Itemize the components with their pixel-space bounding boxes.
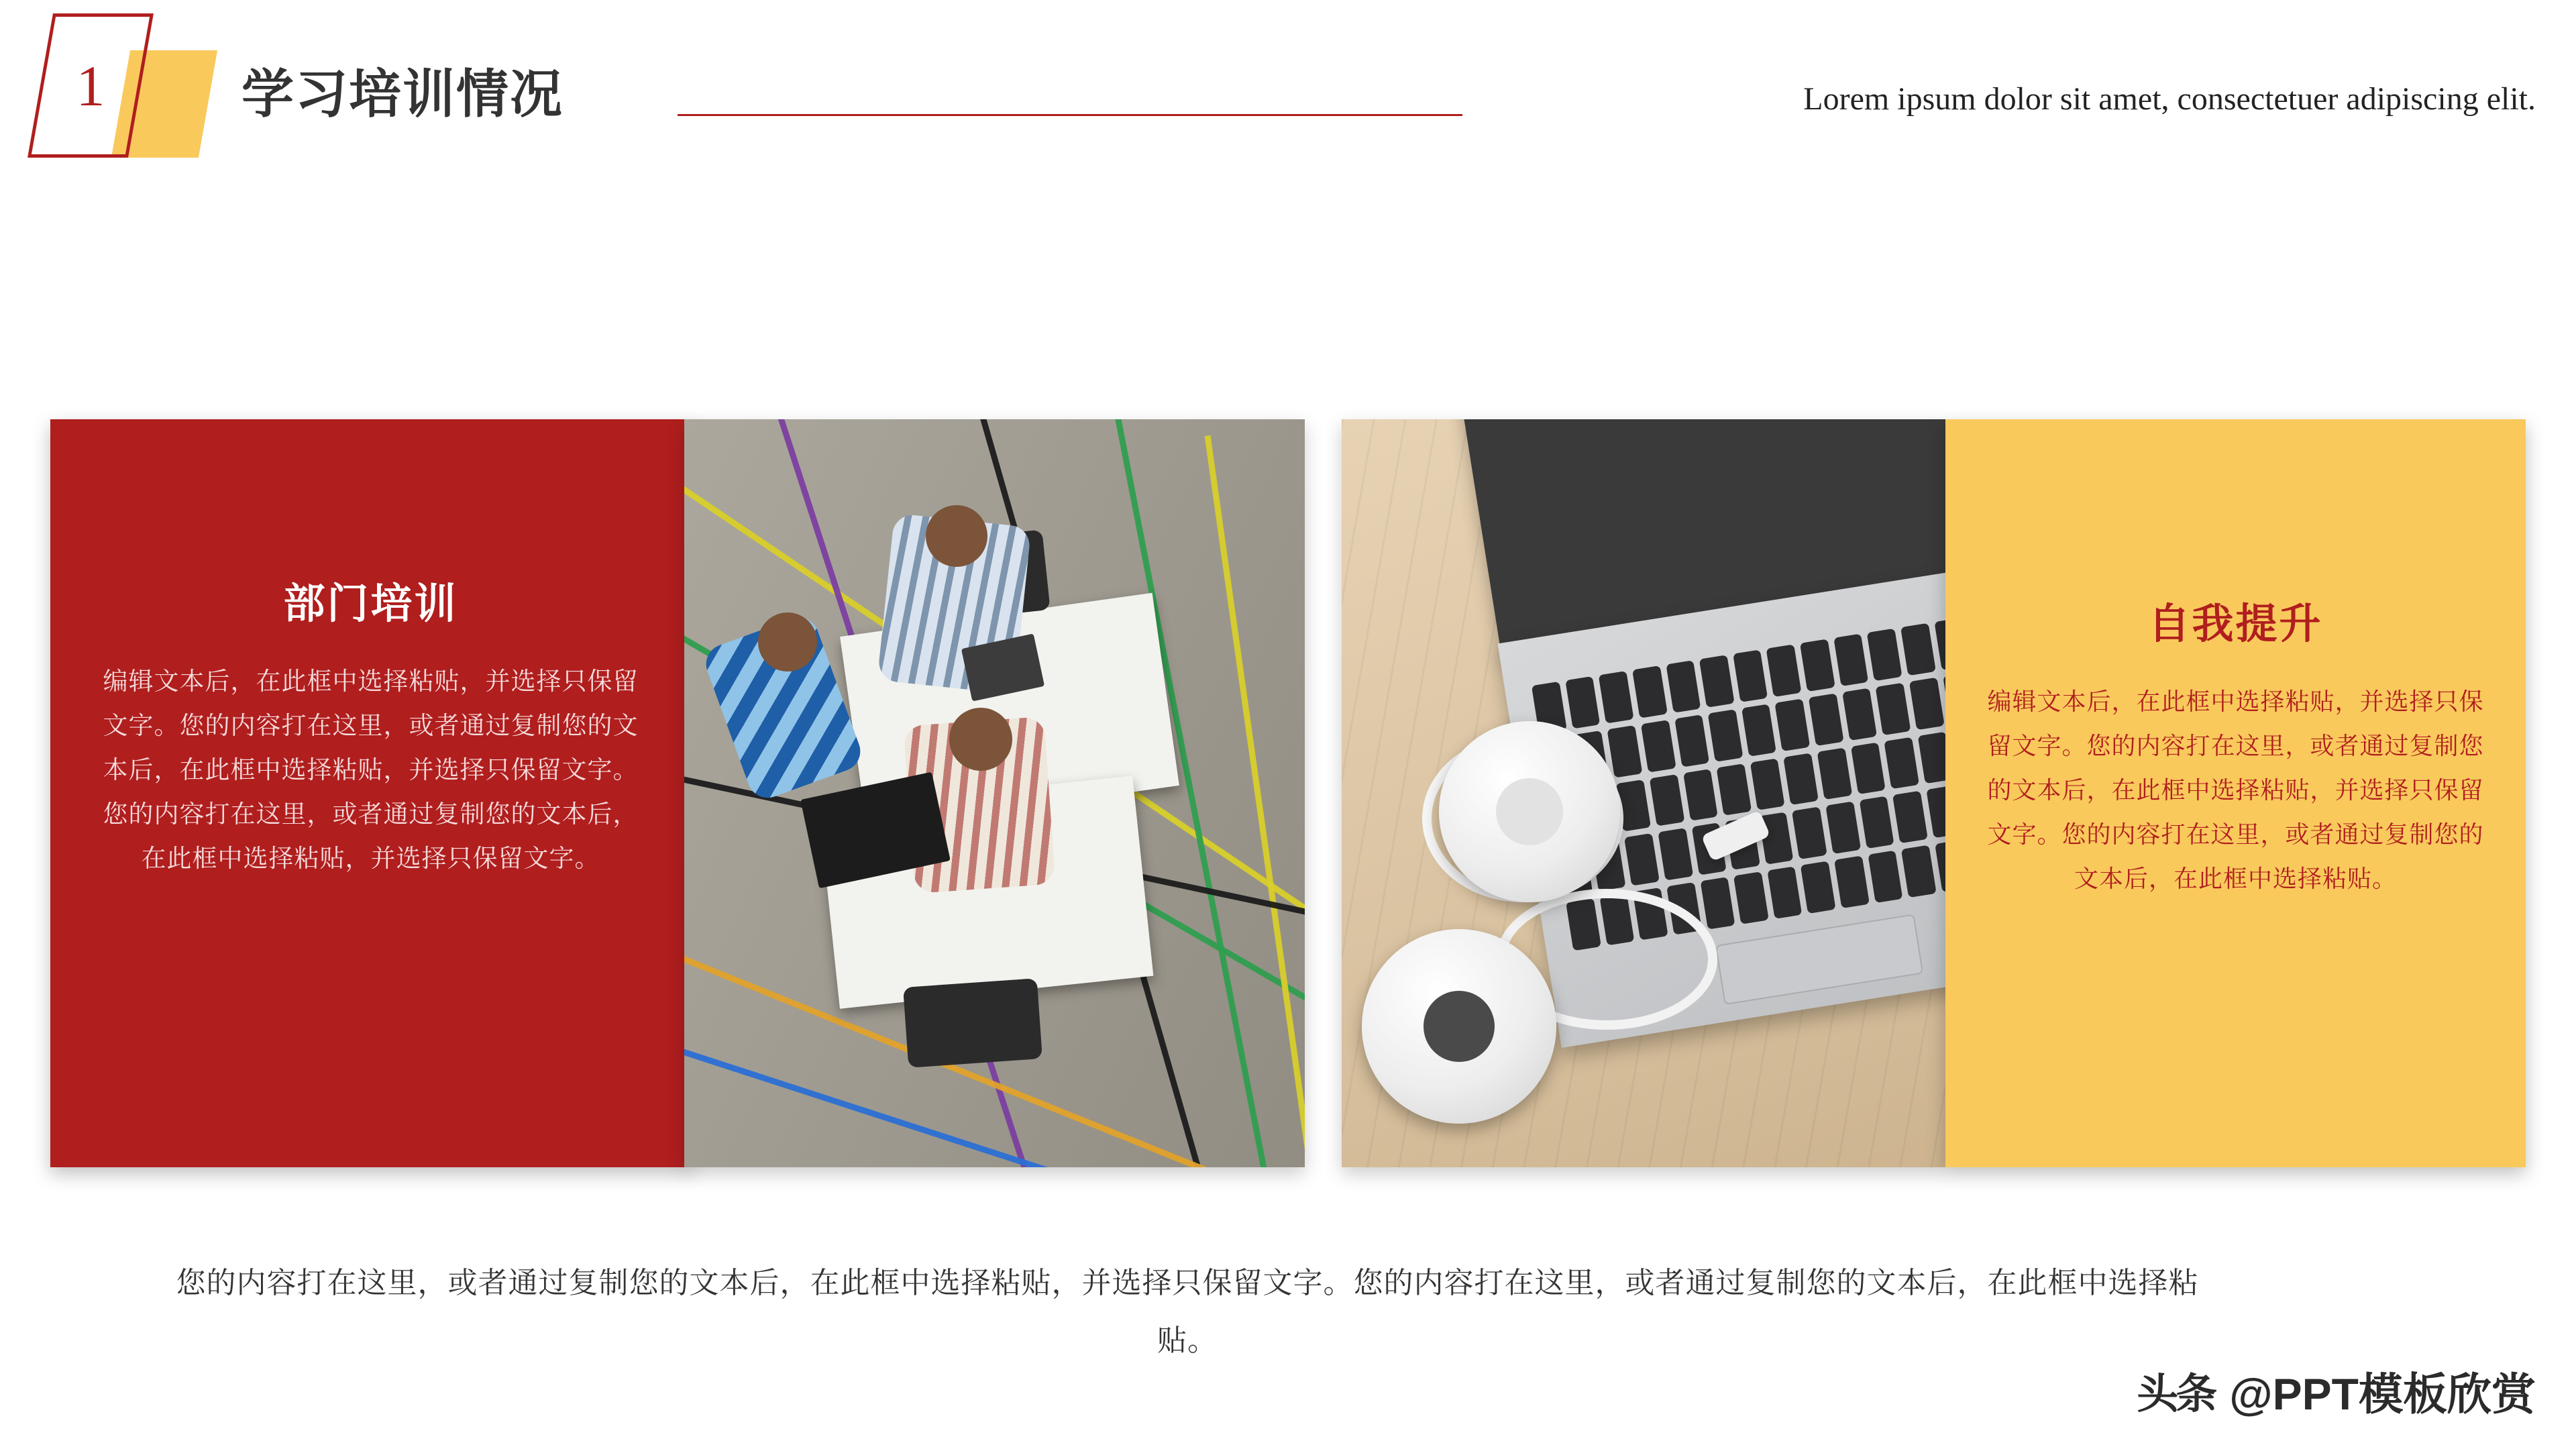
panel-body-text: 编辑文本后，在此框中选择粘贴，并选择只保留文字。您的内容打在这里，或者通过复制您的文本后，在此框中选择粘贴，并选择只保留文字。您的内容打在这里，或者通过复制您的文本后，在此框中选择粘贴，并选择只保留文字。 xyxy=(103,667,639,872)
panel-self-improvement xyxy=(1945,419,2526,1167)
section-number: 1 xyxy=(76,53,105,118)
panel-department-training xyxy=(50,419,691,1167)
panel-heading: 自我提升 xyxy=(2148,601,2323,647)
photo-chair xyxy=(903,978,1042,1068)
page-title: 学习培训情况 xyxy=(241,64,564,123)
title-divider-line xyxy=(678,114,1462,116)
image-laptop-headphones xyxy=(1342,419,1945,1167)
panel-heading: 部门培训 xyxy=(283,581,458,627)
image-team-meeting xyxy=(684,419,1305,1167)
photo-headphone-cup xyxy=(1439,721,1620,902)
photo-person-head xyxy=(926,505,987,567)
slide-header xyxy=(0,0,2576,201)
photo-headphone-cup xyxy=(1362,929,1556,1124)
photo-person-head xyxy=(949,708,1012,771)
photo-trackpad xyxy=(1715,914,1923,1005)
photo-headphone-cup-inner xyxy=(1424,991,1495,1062)
photo-headphone-cup-inner xyxy=(1496,778,1563,845)
watermark xyxy=(2137,1358,2536,1422)
section-number-badge xyxy=(40,13,215,168)
photo-person-head xyxy=(758,612,817,672)
watermark-text: @PPT模板欣赏 xyxy=(2229,1369,2536,1419)
panel-body-text: 编辑文本后，在此框中选择粘贴，并选择只保留文字。您的内容打在这里，或者通过复制您的文本后，在此框中选择粘贴，并选择只保留文字。您的内容打在这里，或者通过复制您的文本后，在此框中选择粘贴。 xyxy=(1987,688,2484,892)
watermark-logo: 头条 xyxy=(2137,1371,2215,1417)
slide-caption: 您的内容打在这里，或者通过复制您的文本后，在此框中选择粘贴，并选择只保留文字。您的内容打在这里，或者通过复制您的文本后，在此框中选择粘贴。 xyxy=(176,1267,2199,1357)
page-subtitle: Lorem ipsum dolor sit amet, consectetuer adipiscing elit. xyxy=(1803,81,2536,117)
